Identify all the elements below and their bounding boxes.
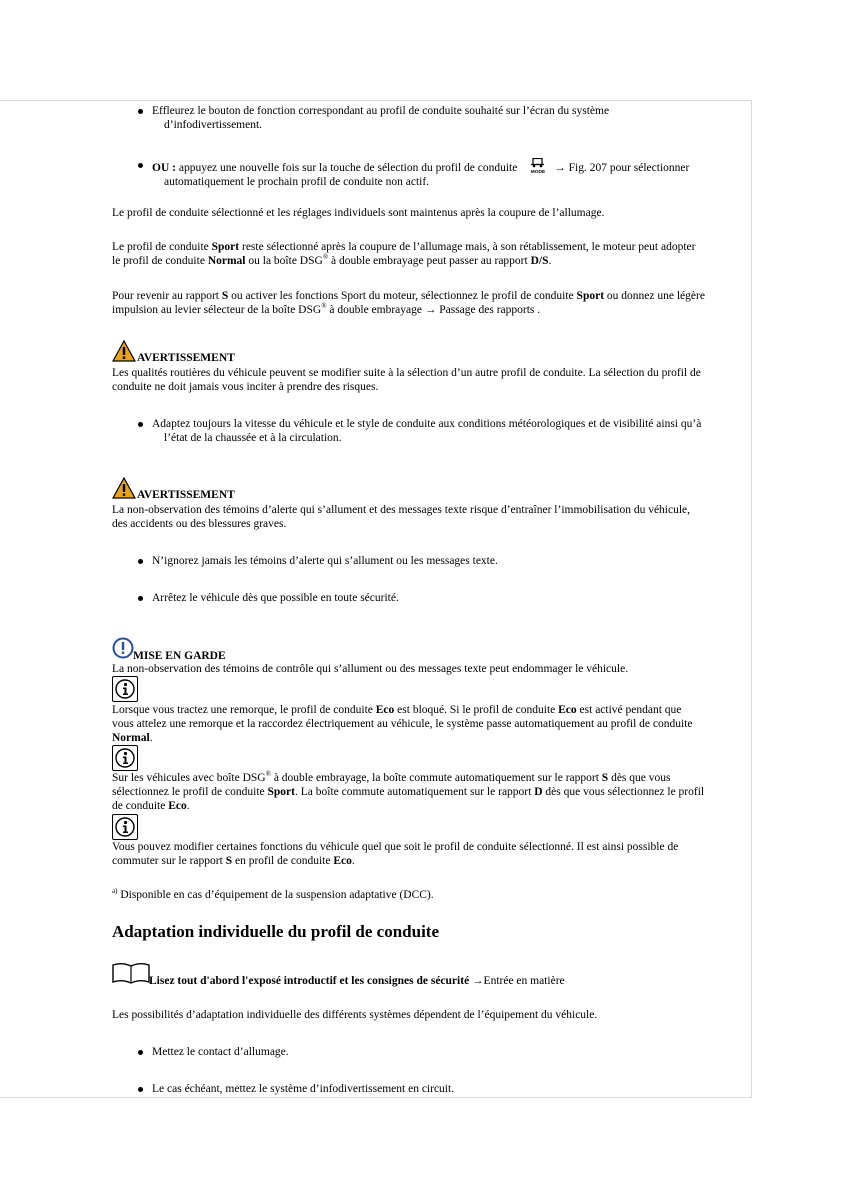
- warning-text: La non-observation des témoins d’alerte qui s’allument et des messages texte risque d’entraîner l’immobilisation du véhicule,: [112, 504, 691, 516]
- list-item-text: l’état de la chaussée et à la circulation.: [164, 432, 342, 444]
- bullet-dot: [138, 596, 143, 601]
- list-item: [138, 591, 738, 605]
- list-item: [138, 554, 738, 568]
- footnote-marker: a): [112, 887, 118, 895]
- read-first-label: Lisez tout d'abord l'exposé introductif et les consignes de sécurité: [149, 975, 470, 987]
- footnote: $^{a)}$ Disponible en cas d’équipement de la suspension adaptative (DCC).: [112, 887, 434, 901]
- paragraph: Le profil de conduite Sport reste sélectionné après la coupure de l’allumage mais, à son rétablissement, le moteur peut adopter le profil de conduite Normal ou la boîte DSG® à double embrayage peut passer au rapport D/S.: [112, 241, 696, 267]
- svg-text:MODE: MODE: [531, 170, 546, 174]
- warning-title: AVERTISSEMENT: [137, 489, 235, 501]
- gear-shift-link[interactable]: à double embrayage → Passage des rapports .: [326, 304, 541, 316]
- list-item: [138, 158, 738, 189]
- warning-block: [112, 477, 742, 531]
- caution-exclamation-icon: [112, 637, 134, 659]
- open-book-icon: [112, 962, 150, 984]
- paragraph: Le profil de conduite sélectionné et les réglages individuels sont maintenus après la coupure de l’allumage.: [112, 207, 605, 219]
- warning-triangle-icon: [112, 340, 136, 362]
- list-item: [138, 1082, 738, 1096]
- intro-link[interactable]: →Entrée en matière: [469, 975, 565, 987]
- note-text: Sur les véhicules avec boîte DSG® à double embrayage, la boîte commute automatiquement sur le rapport S dès que vous sélectionnez le profil de conduite Sport. La boîte commute automatiquement sur le rapport D dès que vous sélectionnez le profil de conduite Eco.: [112, 770, 705, 812]
- list-item-text: Arrêtez le véhicule dès que possible en toute sécurité.: [152, 592, 399, 604]
- list-item-text: automatiquement le prochain profil de conduite non actif.: [164, 176, 430, 188]
- bullet-dot: [138, 422, 143, 427]
- caution-text: La non-observation des témoins de contrôle qui s’allument ou des messages texte peut endommager le véhicule.: [112, 663, 629, 675]
- text: appuyez une nouvelle fois sur la touche de sélection du profil de conduite: [175, 162, 518, 174]
- list-item: [138, 104, 738, 132]
- warning-text: conduite ne doit jamais vous inciter à prendre des risques.: [112, 381, 379, 393]
- warning-block: [112, 340, 742, 394]
- warning-text: Les qualités routières du véhicule peuvent se modifier suite à la sélection d’un autre profil de conduite. La sélection du profil de: [112, 367, 701, 379]
- list-item-text: N’ignorez jamais les témoins d’alerte qui s’allument ou les messages texte.: [152, 555, 498, 567]
- list-item: [138, 1045, 738, 1059]
- mode-button-icon: [526, 158, 550, 174]
- paragraph: Pour revenir au rapport S ou activer les fonctions Sport du moteur, sélectionnez le profil de conduite Sport ou donnez une légère impulsion au levier sélecteur de la boîte DSG® à double embrayage → Passage des rapports .: [112, 290, 705, 316]
- read-first-line: [112, 962, 742, 986]
- section-heading: Adaptation individuelle du profil de conduite: [112, 922, 440, 941]
- warning-triangle-icon: [112, 477, 136, 499]
- list-item-text: Effleurez le bouton de fonction correspondant au profil de conduite souhaité sur l’écran du système: [152, 105, 610, 117]
- list-item-text: Adaptez toujours la vitesse du véhicule et le style de conduite aux conditions météorologiques et de visibilité ainsi qu’à: [152, 418, 702, 430]
- list-item-text: d’infodivertissement.: [164, 119, 263, 131]
- list-item-text: Mettez le contact d’allumage.: [152, 1046, 289, 1058]
- bullet-dot: [138, 1087, 143, 1092]
- text: pour sélectionner: [606, 162, 690, 174]
- bullet-dot: [138, 109, 143, 114]
- bullet-dot: [138, 559, 143, 564]
- bullet-dot: [138, 1050, 143, 1055]
- caution-block: [112, 637, 742, 676]
- list-item-text: Le cas échéant, mettez le système d’infodivertissement en circuit.: [152, 1083, 455, 1095]
- caution-title: MISE EN GARDE: [133, 650, 226, 662]
- bullet-dot: [138, 163, 143, 168]
- paragraph: Les possibilités d’adaptation individuelle des différents systèmes dépendent de l’équipement du véhicule.: [112, 1009, 598, 1021]
- note-text: Vous pouvez modifier certaines fonctions du véhicule quel que soit le profil de conduite sélectionné. Il est ainsi possible de commuter sur le rapport S en profil de conduite Eco.: [112, 841, 679, 867]
- bold-label: OU :: [152, 162, 176, 174]
- figure-link[interactable]: → Fig. 207: [554, 162, 607, 174]
- info-icon: [112, 814, 138, 840]
- note-text: Lorsque vous tractez une remorque, le profil de conduite Eco est bloqué. Si le profil de conduite Eco est activé pendant que vous attelez une remorque et la raccordez électriquement au véhicule, le système passe automatiquement au profil de conduite Normal.: [112, 704, 693, 744]
- list-item: [138, 417, 738, 445]
- info-icon: [112, 745, 138, 771]
- warning-text: des accidents ou des blessures graves.: [112, 518, 287, 530]
- warning-title: AVERTISSEMENT: [137, 352, 235, 364]
- info-icon: [112, 676, 138, 702]
- list-item-text: [138, 158, 738, 175]
